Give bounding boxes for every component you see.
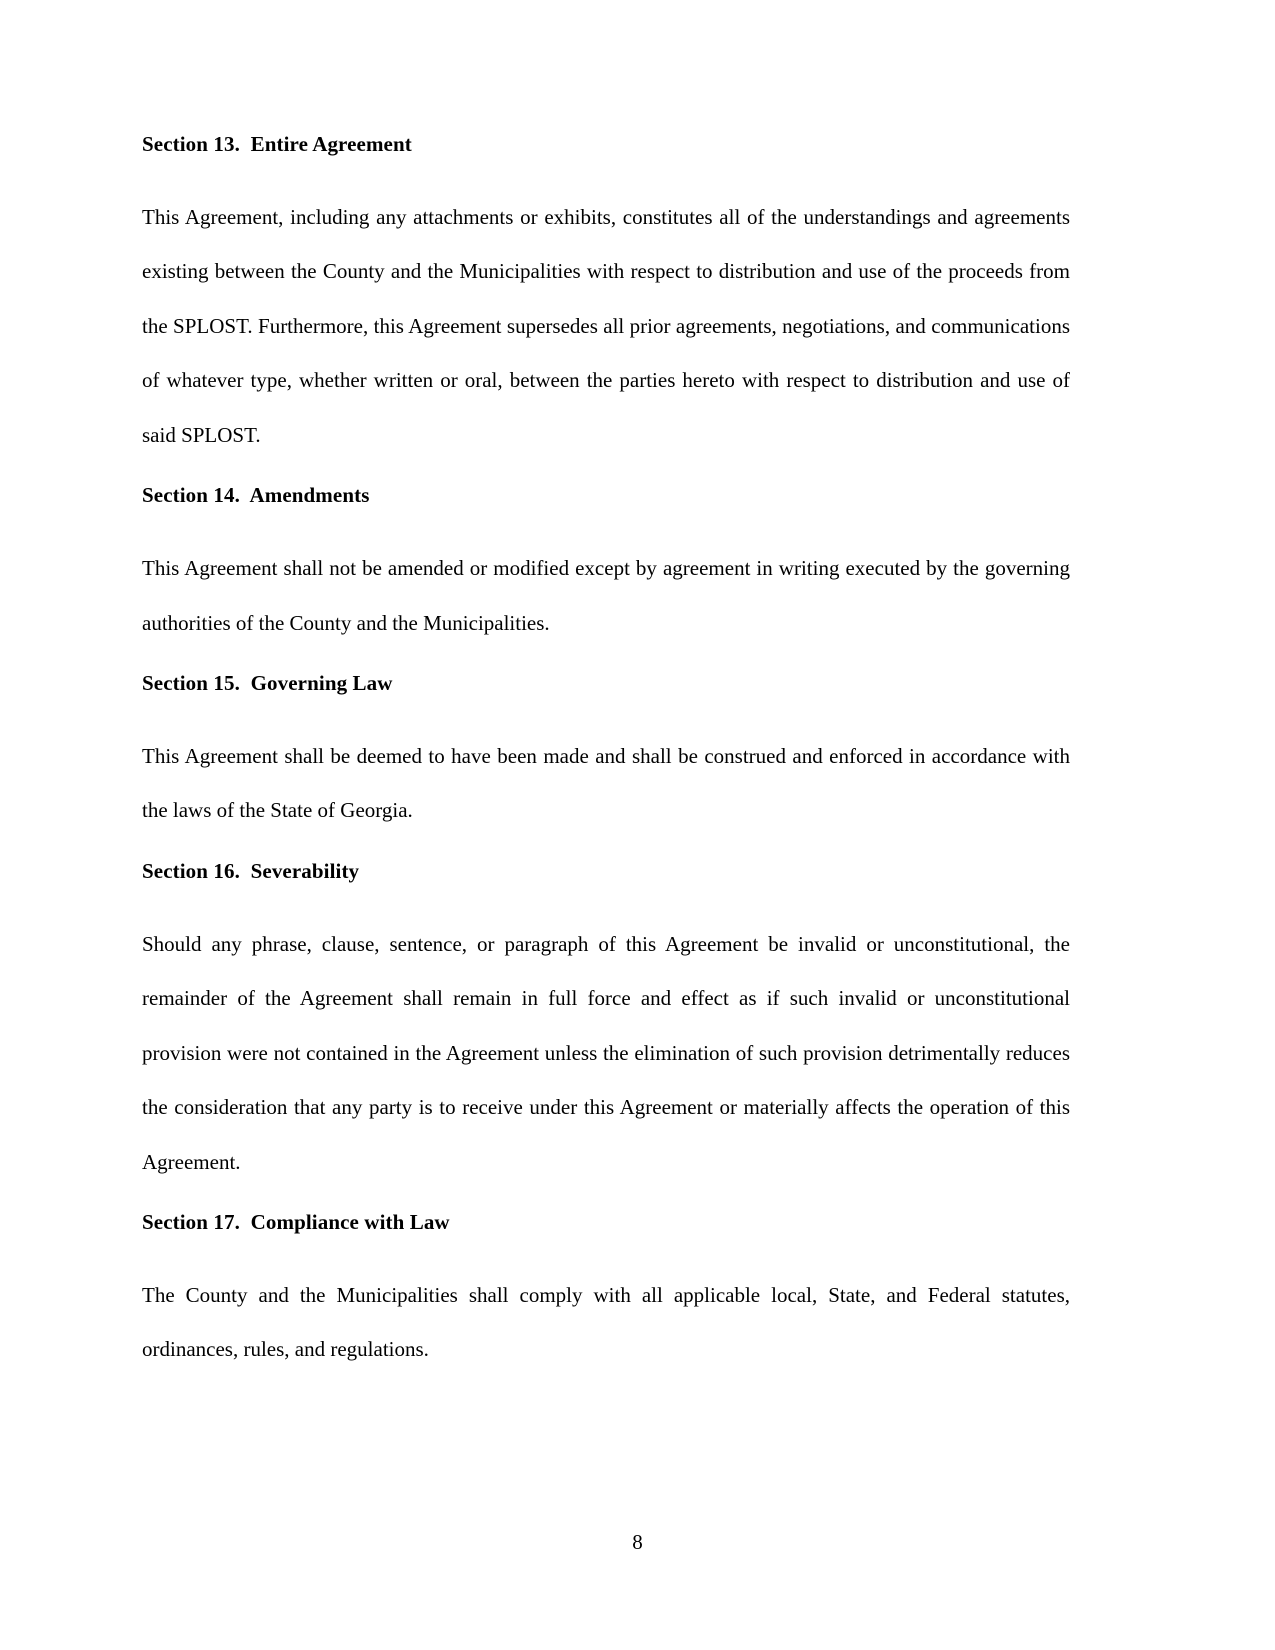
section-body-13: This Agreement, including any attachments or exhibits, constitutes all of the understandings and agreements existing between the County and the Municipalities with respect to distribution and use of the proceeds from the SPLOST. Furthermore, this Agreement supersedes all prior agreements, negotiations, and communications of whatever type, whether written or oral, between the parties hereto with respect to distribution and use of said SPLOST. [142,204,1070,447]
section-heading-13: Section 13. Entire Agreement [142,132,412,156]
section-heading-16: Section 16. Severability [142,858,360,883]
spacer [142,1189,1070,1210]
spacer [142,650,1070,671]
section-body-15: This Agreement shall be deemed to have been made and shall be construed and enforced in accordance with the laws of the State of Georgia. [142,743,1070,823]
spacer [142,508,1070,541]
spacer [142,1235,1070,1268]
spacer [142,462,1070,483]
spacer [142,838,1070,859]
section-heading-17: Section 17. Compliance with Law [142,1210,450,1235]
page-content [142,132,1070,1377]
section-body-14: This Agreement shall not be amended or modified except by agreement in writing executed by the governing authorities of the County and the Municipalities. [142,556,1070,635]
page-number: 8 [632,1530,643,1554]
spacer [142,157,1070,190]
spacer [142,884,1070,917]
section-body-17: The County and the Municipalities shall comply with all applicable local, State, and Federal statutes, ordinances, rules, and regulations. [142,1282,1070,1362]
section-heading-14: Section 14. Amendments [142,483,370,508]
section-heading-15: Section 15. Governing Law [142,671,393,696]
section-body-16: Should any phrase, clause, sentence, or paragraph of this Agreement be invalid or unconstitutional, the remainder of the Agreement shall remain in full force and effect as if such invalid or unconstitutional provision were not contained in the Agreement unless the elimination of such provision detrimentally reduces the consideration that any party is to receive under this Agreement or materially affects the operation of this Agreement. [142,931,1070,1174]
spacer [142,696,1070,729]
